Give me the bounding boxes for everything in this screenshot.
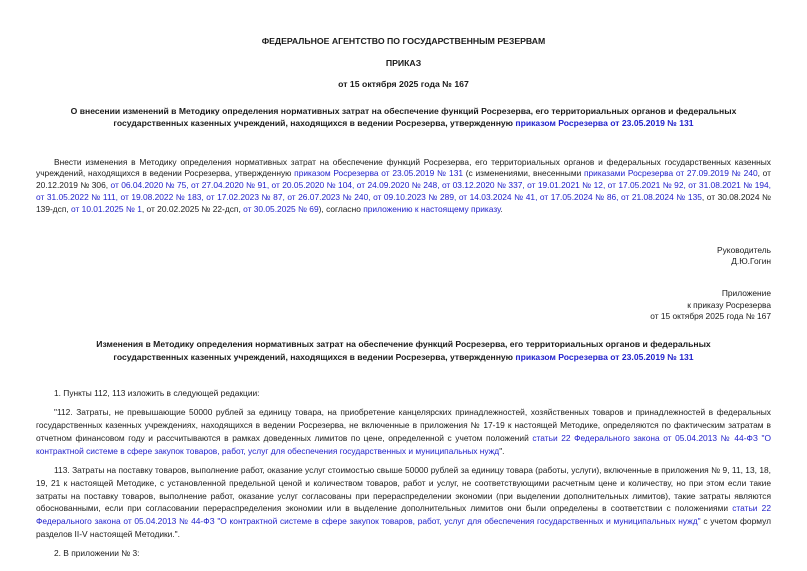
document-link[interactable]: приказами Росрезерва от 27.09.2019 № 240: [583, 168, 758, 179]
appendix-date-number: от 15 октября 2025 года № 167: [650, 310, 771, 321]
paragraph-112: [36, 406, 771, 457]
document-link[interactable]: статьи 22 Федерального закона от 05.04.2013 № 44-ФЗ "О контрактной системе в сфере закупок товаров, работ, услуг для обеспечения государственных и муниципальных нужд: [36, 432, 771, 456]
text-run: 113. Затраты на поставку товаров, выполнение работ, оказание услуг стоимостью свыше 50000 рублей за единицу товара (работы, услуги), включенные в приложения № 9, 11, 13, 18, 19, 21 к настоящей Методике, с установленной предельной ценой и количеством товаров, работ и услуг, не соответствующими расчетным цене и количеству, но при этом если такие затраты на поставку товаров, выполнение работ, оказание услуг согласованы при перераспределении экономии (при выделении дополнительных лимитов), такие затраты являются обоснованными, если при согласовании перераспределения экономии или в выделение дополнительных лимитов они были определены в соответствии с положениями: [36, 465, 771, 514]
text-run: .: [500, 203, 503, 214]
order-title: [36, 105, 771, 130]
text-run: ".: [499, 445, 505, 456]
document-link[interactable]: приказом Росрезерва от 23.05.2019 № 131: [515, 118, 694, 129]
order-body-paragraph: [36, 157, 771, 216]
text-run: , от 30.08.2024 № 139-дсп,: [36, 192, 771, 214]
text-run: (с изменениями, внесенными: [463, 168, 584, 179]
text-run: с учетом формул разделов II-V настоящей Методики.".: [36, 516, 771, 539]
document-link[interactable]: от 30.05.2025 № 69: [243, 203, 319, 214]
appendix-to-line: к приказу Росрезерва: [687, 299, 771, 310]
agency-name: ФЕДЕРАЛЬНОЕ АГЕНТСТВО ПО ГОСУДАРСТВЕННЫМ РЕЗЕРВАМ: [261, 36, 546, 46]
appendix-reference-block: [36, 288, 771, 322]
text-run: Внести изменения в Методику определения нормативных затрат на обеспечение функций Росрезерва, его территориальных органов и федеральных государственных казенных учреждений, находящихся в ведении Росрезерва, утвержденную: [36, 156, 771, 179]
appendix-title: [36, 338, 771, 364]
text-run: О внесении изменений в Методику определения нормативных затрат на обеспечение функций Росрезерва, его территориальных органов и федеральных государственных казенных учреждений, находящихся в ведении Росрезерва, утвержденную: [70, 105, 737, 129]
text-run: , от 20.02.2025 № 22-дсп,: [141, 203, 244, 214]
text-run: , от 20.12.2019 № 306,: [36, 168, 771, 191]
signature-name: Д.Ю.Гогин: [731, 256, 771, 267]
text-run: ), согласно: [318, 203, 364, 214]
text-run: "112. Затраты, не превышающие 50000 рублей за единицу товара, на приобретение канцелярских принадлежностей, хозяйственных товаров и принадлежностей в федеральных государственных казенных учреждениях, находящихся в ведении Росрезерва, не включенные в приложения № 17-19 к настоящей Методике, определяются по фактическим затратам в отчетном финансовом году и рассчитываются в рамках доведенных лимитов по цене, определенной с учетом положений: [36, 407, 771, 443]
document-link[interactable]: от 06.04.2020 № 75, от 27.04.2020 № 91, от 20.05.2020 № 104, от 24.09.2020 № 248, от 03.12.2020 № 337, от 19.01.2021 № 12, от 17.05.2021 № 92, от 31.08.2021 № 194, от 31.05.2022 № 111, от 19.08.2022 № 183, от 17.02.2023 № 87, от 26.07.2023 № 240, от 09.10.2023 № 289, от 14.03.2024 № 41, от 17.05.2024 № 86, от 21.08.2024 № 135: [36, 180, 771, 203]
paragraph-113: [36, 464, 771, 540]
doc-type-label: ПРИКАЗ: [385, 57, 422, 68]
text-run: Изменения в Методику определения нормативных затрат на обеспечение функций Росрезерва, его территориальных органов и федеральных государственных казенных учреждений, находящихся в ведении Росрезерва, утвержденную: [96, 339, 711, 362]
document-link[interactable]: от 10.01.2025 № 1: [71, 203, 142, 214]
point-1: 1. Пункты 112, 113 изложить в следующей редакции:: [54, 387, 260, 398]
document-link[interactable]: приказом Росрезерва от 23.05.2019 № 131: [294, 168, 464, 179]
signature-block: [36, 245, 771, 268]
appendix-label: Приложение: [721, 288, 771, 299]
document-link[interactable]: статьи 22 Федерального закона от 05.04.2013 № 44-ФЗ "О контрактной системе в сфере закупок товаров, работ, услуг для обеспечения государственных и муниципальных нужд": [36, 503, 771, 527]
document-link[interactable]: приказом Росрезерва от 23.05.2019 № 131: [515, 351, 694, 362]
order-date-number: от 15 октября 2025 года № 167: [338, 79, 469, 89]
document-link[interactable]: приложению к настоящему приказу: [363, 203, 501, 214]
signature-position: Руководитель: [717, 244, 771, 255]
point-2: 2. В приложении № 3:: [54, 547, 140, 558]
